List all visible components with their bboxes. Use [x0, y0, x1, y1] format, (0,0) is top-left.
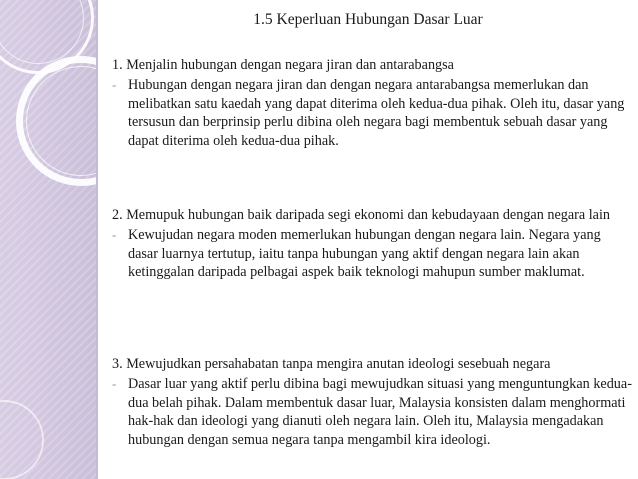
section-heading: 2. Memupuk hubungan baik daripada segi ekonomi dan kebudayaan dengan negara lain	[112, 207, 610, 223]
section-heading: 3. Mewujudkan persahabatan tanpa mengira anutan ideologi sesebuah negara	[112, 356, 551, 372]
bullet-marker: -	[112, 376, 117, 392]
bullet-text: Kewujudan negara moden memerlukan hubungan dengan negara lain. Negara yang dasar luarnya tertutup, iaitu tanpa hubungan yang aktif dengan negara lain akan ketinggalan daripada pelbagai aspek baik teknologi mahupun sumber maklumat.	[128, 227, 601, 281]
bullet-text: Hubungan dengan negara jiran dan dengan negara antarabangsa memerlukan dan melibatkan satu kaedah yang dapat diterima oleh kedua-dua pihak. Oleh itu, dasar yang tersusun dan berprinsip perlu dibina oleh negara bagi membentuk sebuah dasar yang dapat diterima oleh kedua-dua pihak.	[128, 77, 625, 149]
section-1	[112, 56, 632, 150]
slide-title: 1.5 Keperluan Hubungan Dasar Luar	[253, 11, 483, 28]
slide-content	[98, 0, 638, 479]
section-heading: 1. Menjalin hubungan dengan negara jiran dan antarabangsa	[112, 57, 454, 73]
decorative-side-band	[0, 0, 98, 479]
bullet-marker: -	[112, 77, 117, 93]
section-bullet	[112, 375, 632, 449]
section-bullet	[112, 226, 632, 281]
section-2	[112, 206, 632, 282]
bullet-marker: -	[112, 227, 117, 243]
section-3	[112, 355, 632, 449]
section-bullet	[112, 76, 632, 150]
bullet-text: Dasar luar yang aktif perlu dibina bagi mewujudkan situasi yang menguntungkan kedua-dua belah pihak. Dalam membentuk dasar luar, Malaysia konsisten dalam menghormati hak-hak dan ideologi yang dianuti oleh negara lain. Oleh itu, Malaysia mengadakan hubungan dengan semua negara tanpa mengambil kira ideologi.	[128, 376, 632, 448]
